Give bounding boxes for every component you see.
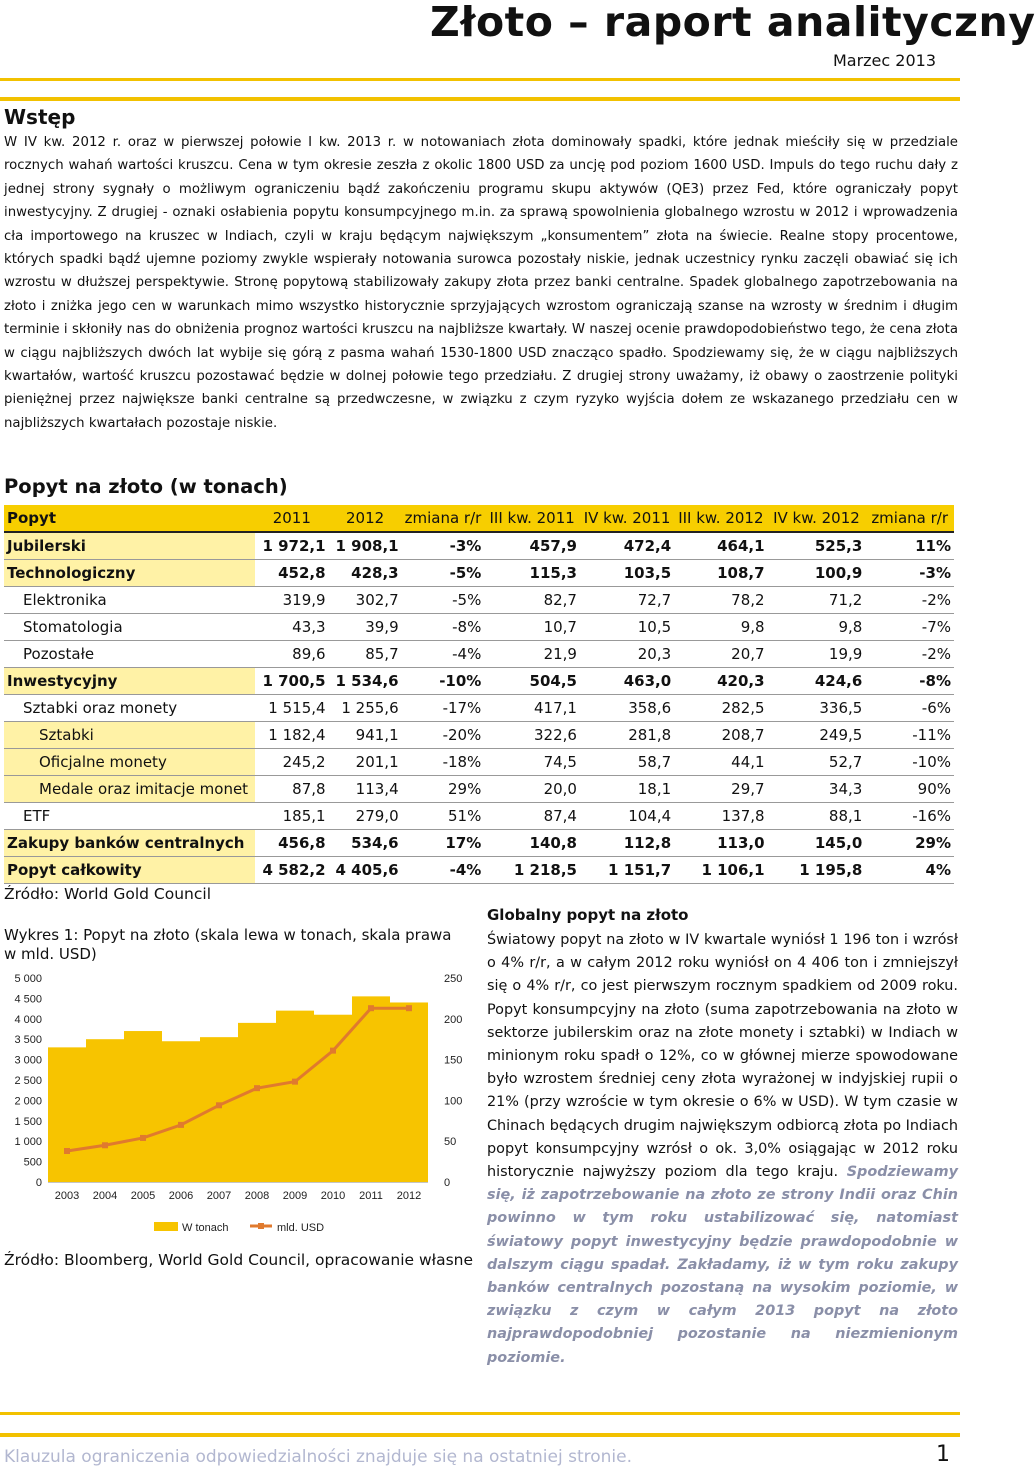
table-cell: 201,1 [329, 749, 402, 776]
table-row [4, 830, 954, 857]
forecast-highlight: Spodziewamy się, iż zapotrzebowanie na złoto ze strony Indii oraz Chin powinno w tym roku ustabilizować się, natomiast światowy popyt inwestycyjny będzie prawdopodobnie w dalszym ciągu spadał. Zakładamy, iż w tym roku zakupy banków centralnych pozostaną na wysokim poziomie, w związku z czym w całym 2013 popyt na złoto najprawdopodobniej pozostanie na niezmienionym poziomie. [487, 1164, 958, 1366]
table-cell: 103,5 [580, 560, 674, 587]
column-header: zmiana r/r [865, 505, 954, 532]
table-cell: 29% [402, 776, 485, 803]
table-cell: -10% [865, 749, 954, 776]
table-cell: 11% [865, 532, 954, 560]
row-label: Stomatologia [4, 614, 255, 641]
table-cell: 113,0 [674, 830, 767, 857]
line-usd-marker [330, 1048, 336, 1054]
table-cell: -11% [865, 722, 954, 749]
row-label: Pozostałe [4, 641, 255, 668]
table-cell: 282,5 [674, 695, 767, 722]
left-axis-tick: 1 500 [14, 1115, 42, 1128]
right-axis-tick: 200 [444, 1013, 463, 1026]
table-cell: -18% [402, 749, 485, 776]
column-header: IV kw. 2011 [580, 505, 674, 532]
table-cell: 85,7 [329, 641, 402, 668]
table-cell: 185,1 [255, 803, 329, 830]
chart-source: Źródło: Bloomberg, World Gold Council, opracowanie własne [4, 1251, 474, 1269]
table-cell: 108,7 [674, 560, 767, 587]
table-cell: 19,9 [768, 641, 866, 668]
table-cell: -3% [402, 532, 485, 560]
table-cell: 89,6 [255, 641, 329, 668]
table-cell: 452,8 [255, 560, 329, 587]
disclaimer-link[interactable]: Klauzula ograniczenia odpowiedzialności znajduje się na ostatniej stronie. [4, 1447, 633, 1467]
x-axis-tick: 2010 [320, 1190, 346, 1202]
table-cell: -6% [865, 695, 954, 722]
line-usd-marker [406, 1005, 412, 1011]
table-cell: -7% [865, 614, 954, 641]
x-axis-tick: 2008 [244, 1190, 270, 1202]
table-cell: 51% [402, 803, 485, 830]
bar-tonnes [390, 1002, 428, 1182]
column-header: zmiana r/r [402, 505, 485, 532]
row-label: Medale oraz imitacje monet [4, 776, 255, 803]
table-cell: -8% [865, 668, 954, 695]
table-cell: 43,3 [255, 614, 329, 641]
table-cell: 44,1 [674, 749, 767, 776]
table-cell: 1 534,6 [329, 668, 402, 695]
legend-label-usd: mld. USD [277, 1222, 325, 1234]
table-cell: 302,7 [329, 587, 402, 614]
table-cell: 319,9 [255, 587, 329, 614]
table-cell: 1 195,8 [768, 857, 866, 884]
table-cell: 115,3 [484, 560, 580, 587]
table-cell: 145,0 [768, 830, 866, 857]
column-header: IV kw. 2012 [768, 505, 866, 532]
table-cell: 74,5 [484, 749, 580, 776]
left-axis-tick: 1 000 [14, 1136, 42, 1149]
x-axis-tick: 2007 [206, 1190, 232, 1202]
table-cell: 358,6 [580, 695, 674, 722]
table-cell: 4 405,6 [329, 857, 402, 884]
table-cell: 525,3 [768, 532, 866, 560]
bar-tonnes [314, 1015, 352, 1182]
global-demand-paragraph: Światowy popyt na złoto w IV kwartale wyniósł 1 196 ton i wzrósł o 4% r/r, a w całym 2012 roku wyniósł on 4 406 ton i zmniejszył się o 4% r/r, co jest pierwszym rocznym spadkiem od 2009 roku. Popyt konsumpcyjny na złoto (suma zapotrzebowania na złoto w sektorze jubilerskim oraz na złote monety i sztabki) w Indiach w minionym roku spadł o 12%, co w głównej mierze spowodowane było wzrostem średniej ceny złota wyrażonej w indyjskiej rupii o 21% (przy wzroście w tym okresie o 6% w USD). W tym czasie w Chinach będących drugim największym odbiorcą złota po Indiach popyt konsumpcyjny wzrósł o ok. 3,0% osiągając w 2012 roku historycznie najwyższy poziom dla tego kraju. [487, 932, 958, 1181]
table-row [4, 668, 954, 695]
bar-tonnes [124, 1031, 162, 1182]
left-axis-tick: 0 [35, 1177, 42, 1189]
table-cell: 534,6 [329, 830, 402, 857]
table-cell: -2% [865, 587, 954, 614]
bar-tonnes [86, 1039, 124, 1182]
line-usd-marker [178, 1122, 184, 1128]
table-cell: 336,5 [768, 695, 866, 722]
table-cell: 4% [865, 857, 954, 884]
table-row [4, 776, 954, 803]
column-header: 2011 [255, 505, 329, 532]
row-label: Zakupy banków centralnych [4, 830, 255, 857]
table-cell: 58,7 [580, 749, 674, 776]
table-cell: 1 972,1 [255, 532, 329, 560]
table-cell: 1 106,1 [674, 857, 767, 884]
table-cell: -4% [402, 857, 485, 884]
table-cell: 9,8 [768, 614, 866, 641]
report-title: Złoto – raport analityczny [430, 0, 1035, 46]
column-header: III kw. 2011 [484, 505, 580, 532]
table-cell: 463,0 [580, 668, 674, 695]
bar-tonnes [48, 1047, 86, 1182]
line-usd-marker [368, 1005, 374, 1011]
table-cell: 208,7 [674, 722, 767, 749]
global-demand-heading: Globalny popyt na złoto [487, 906, 689, 924]
table-cell: 104,4 [580, 803, 674, 830]
table-cell: 87,4 [484, 803, 580, 830]
row-label: Sztabki [4, 722, 255, 749]
table-cell: 34,3 [768, 776, 866, 803]
table-cell: 281,8 [580, 722, 674, 749]
left-axis-tick: 4 500 [14, 993, 42, 1006]
intro-paragraph: W IV kw. 2012 r. oraz w pierwszej połowie I kw. 2013 r. w notowaniach złota dominowały spadki, które jednak mieściły się w przedziale rocznych wahań wartości kruszcu. Cena w tym okresie zeszła z okolic 1800 USD za uncję pod poziom 1600 USD. Impuls do tego ruchu dały z jednej strony sygnały o możliwym ograniczeniu bądź zakończeniu programu skupu aktywów (QE3) przez Fed, które ograniczały popyt inwestycyjny. Z drugiej - oznaki osłabienia popytu konsumpcyjnego m.in. za sprawą spowolnienia globalnego wzrostu w 2012 i wprowadzenia cła importowego na kruszec w Indiach, czyli w kraju będącym największym „konsumentem” złota na świecie. Realne stopy procentowe, których spadki bądź ujemne poziomy zwykle wspierały notowania surowca pozostały niskie, jednak uczestnicy rynku zaczęli obawiać się ich wzrostu w dłuższej perspektywie. Stronę popytową stabilizowały zakupy złota przez banki centralne. Spadek globalnego zapotrzebowania na złoto i zniżka jego cen w warunkach mimo wszystko historycznie sprzyjających wzrostom ograniczają szanse na wzrosty w średnim i długim terminie i skłoniły nas do obniżenia prognoz wartości kruszcu na najbliższe kwartały. W naszej ocenie prawdopodobieństwo tego, że cena złota w ciągu najbliższych dwóch lat wybije się górą z pasma wahań 1530-1800 USD znacząco spadło. Spodziewamy się, że w ciągu najbliższych kwartałów, wartość kruszcu pozostawać będzie w dolnej połowie tego przedziału. Z drugiej strony uważamy, iż obawy o zaostrzenie polityki pieniężnej przez największe banki centralne są przedwczesne, w związku z czym ryzyko wyjścia dołem ze wskazanego przedziału cen w najbliższych kwartałach pozostaje niskie. [4, 135, 958, 431]
table-row [4, 641, 954, 668]
table-cell: 464,1 [674, 532, 767, 560]
x-axis-tick: 2009 [282, 1190, 308, 1202]
table-cell: 29,7 [674, 776, 767, 803]
bar-tonnes [238, 1023, 276, 1182]
row-label: Oficjalne monety [4, 749, 255, 776]
table-row [4, 695, 954, 722]
table-cell: 249,5 [768, 722, 866, 749]
table-cell: 1 908,1 [329, 532, 402, 560]
table-row [4, 803, 954, 830]
line-usd-marker [102, 1142, 108, 1148]
table-cell: 9,8 [674, 614, 767, 641]
table-cell: -16% [865, 803, 954, 830]
table-cell: 52,7 [768, 749, 866, 776]
line-usd-marker [140, 1135, 146, 1141]
left-axis-tick: 5 000 [14, 973, 42, 985]
row-label: Elektronika [4, 587, 255, 614]
global-demand-text [487, 929, 958, 1370]
right-axis-tick: 0 [444, 1177, 451, 1189]
table-cell: 20,0 [484, 776, 580, 803]
table-cell: 137,8 [674, 803, 767, 830]
table-cell: 245,2 [255, 749, 329, 776]
left-axis-tick: 2 500 [14, 1075, 42, 1087]
table-cell: 29% [865, 830, 954, 857]
table-cell: 100,9 [768, 560, 866, 587]
table-row [4, 614, 954, 641]
table-cell: 18,1 [580, 776, 674, 803]
table-cell: -5% [402, 587, 485, 614]
row-label: Sztabki oraz monety [4, 695, 255, 722]
table-cell: 941,1 [329, 722, 402, 749]
column-header: 2012 [329, 505, 402, 532]
table-cell: 72,7 [580, 587, 674, 614]
header-rule [0, 78, 960, 101]
row-label: Inwestycyjny [4, 668, 255, 695]
table-cell: 420,3 [674, 668, 767, 695]
table-cell: 39,9 [329, 614, 402, 641]
footer-rule [0, 1412, 960, 1437]
table-cell: 424,6 [768, 668, 866, 695]
bar-tonnes [276, 1011, 314, 1182]
table-cell: 1 515,4 [255, 695, 329, 722]
table-row [4, 722, 954, 749]
left-axis-tick: 3 000 [14, 1054, 42, 1067]
right-axis-tick: 150 [444, 1054, 463, 1067]
table-cell: 140,8 [484, 830, 580, 857]
table-row [4, 560, 954, 587]
table-cell: -4% [402, 641, 485, 668]
x-axis-tick: 2003 [54, 1190, 80, 1202]
table-cell: 1 218,5 [484, 857, 580, 884]
x-axis-tick: 2004 [92, 1190, 118, 1202]
right-axis-tick: 250 [444, 973, 463, 985]
table-cell: 20,7 [674, 641, 767, 668]
table-heading: Popyt na złoto (w tonach) [4, 475, 288, 498]
legend-label-tonnes: W tonach [182, 1222, 229, 1234]
line-usd-marker [216, 1102, 222, 1108]
table-source: Źródło: World Gold Council [4, 885, 212, 903]
line-usd-marker [292, 1079, 298, 1085]
legend-swatch-tonnes [154, 1222, 178, 1231]
report-date: Marzec 2013 [832, 51, 936, 70]
table-cell: 428,3 [329, 560, 402, 587]
right-axis-tick: 100 [444, 1095, 463, 1108]
table-cell: 1 700,5 [255, 668, 329, 695]
intro-heading: Wstęp [4, 105, 76, 129]
table-cell: -8% [402, 614, 485, 641]
table-cell: 4 582,2 [255, 857, 329, 884]
table-cell: 88,1 [768, 803, 866, 830]
table-cell: 10,5 [580, 614, 674, 641]
table-cell: 17% [402, 830, 485, 857]
x-axis-tick: 2011 [359, 1190, 383, 1202]
table-cell: 82,7 [484, 587, 580, 614]
right-axis-tick: 50 [444, 1136, 457, 1149]
table-cell: 21,9 [484, 641, 580, 668]
table-row [4, 857, 954, 884]
page-number: 1 [936, 1442, 950, 1467]
column-header: Popyt [4, 505, 255, 532]
left-axis-tick: 500 [23, 1156, 42, 1169]
row-label: ETF [4, 803, 255, 830]
bar-tonnes [162, 1041, 200, 1182]
table-row [4, 749, 954, 776]
table-cell: 1 255,6 [329, 695, 402, 722]
table-cell: 78,2 [674, 587, 767, 614]
table-cell: 112,8 [580, 830, 674, 857]
row-label: Popyt całkowity [4, 857, 255, 884]
table-cell: 87,8 [255, 776, 329, 803]
chart-caption: Wykres 1: Popyt na złoto (skala lewa w tonach, skala prawa w mld. USD) [4, 926, 452, 963]
table-cell: 504,5 [484, 668, 580, 695]
table-cell: 417,1 [484, 695, 580, 722]
line-usd-marker [254, 1085, 260, 1091]
table-cell: 322,6 [484, 722, 580, 749]
table-cell: 279,0 [329, 803, 402, 830]
table-cell: 1 182,4 [255, 722, 329, 749]
row-label: Technologiczny [4, 560, 255, 587]
x-axis-tick: 2012 [396, 1190, 422, 1202]
line-usd-marker [64, 1148, 70, 1154]
table-cell: 10,7 [484, 614, 580, 641]
table-cell: -17% [402, 695, 485, 722]
table-cell: -10% [402, 668, 485, 695]
table-row [4, 532, 954, 560]
table-cell: 456,8 [255, 830, 329, 857]
table-cell: 457,9 [484, 532, 580, 560]
table-cell: 71,2 [768, 587, 866, 614]
column-header: III kw. 2012 [674, 505, 767, 532]
bar-tonnes [200, 1037, 238, 1182]
table-cell: 90% [865, 776, 954, 803]
gold-demand-table [4, 505, 954, 884]
left-axis-tick: 4 000 [14, 1013, 42, 1026]
x-axis-tick: 2006 [168, 1190, 194, 1202]
table-cell: -20% [402, 722, 485, 749]
table-header-row [4, 505, 954, 532]
table-cell: 20,3 [580, 641, 674, 668]
table-cell: -3% [865, 560, 954, 587]
left-axis-tick: 2 000 [14, 1095, 42, 1108]
left-axis-tick: 3 500 [14, 1034, 42, 1047]
x-axis-tick: 2005 [130, 1190, 156, 1202]
table-cell: 1 151,7 [580, 857, 674, 884]
table-cell: 472,4 [580, 532, 674, 560]
legend-marker-usd [258, 1223, 264, 1229]
table-cell: -2% [865, 641, 954, 668]
table-cell: 113,4 [329, 776, 402, 803]
table-cell: -5% [402, 560, 485, 587]
gold-demand-chart [4, 968, 474, 1240]
row-label: Jubilerski [4, 532, 255, 560]
table-row [4, 587, 954, 614]
